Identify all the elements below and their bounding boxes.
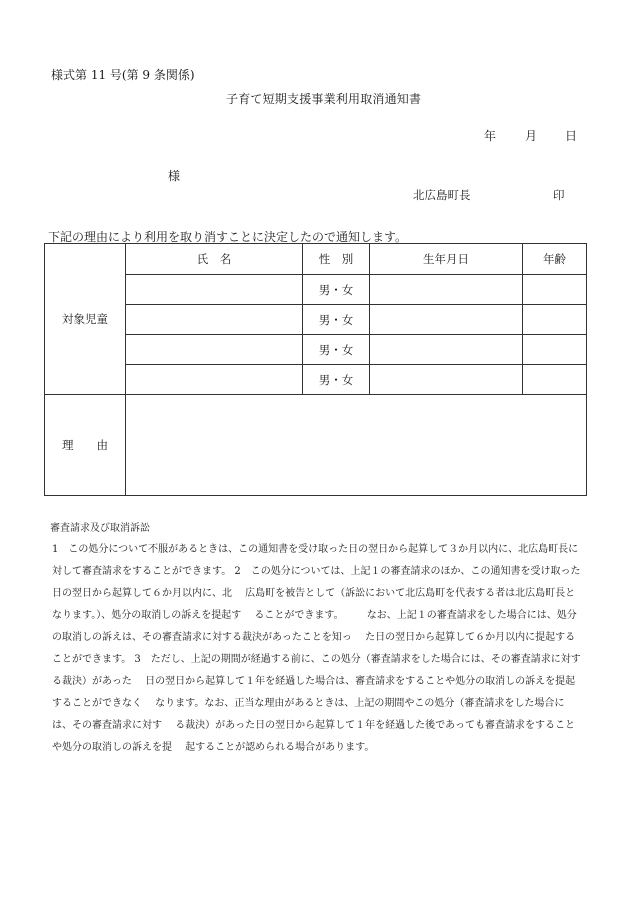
target-child-table: [44, 243, 587, 496]
table-row: [45, 335, 587, 365]
birthdate-cell[interactable]: [370, 365, 523, 395]
date-year: 年: [484, 129, 497, 143]
birthdate-cell[interactable]: [370, 305, 523, 335]
table-row: [45, 365, 587, 395]
name-cell[interactable]: [126, 335, 303, 365]
name-cell[interactable]: [126, 305, 303, 335]
note-line: 起することが認められる場合があります。: [175, 742, 375, 753]
appeal-notes: [52, 539, 592, 759]
age-cell[interactable]: [523, 335, 587, 365]
target-child-label: 対象児童: [45, 244, 126, 395]
column-sex-header: 性 別: [303, 244, 370, 275]
name-cell[interactable]: [126, 275, 303, 305]
addressee-suffix: 様: [168, 169, 181, 183]
form-number: 様式第 11 号(第 9 条関係): [51, 68, 195, 82]
date-line: [484, 127, 577, 144]
age-cell[interactable]: [523, 275, 587, 305]
note-line: 広島町を被告として（訴訟において北広島町を代表する者は北広島町長となります。）、処分の取消しの訴えを提起す: [52, 588, 576, 621]
birthdate-cell[interactable]: [370, 335, 523, 365]
note-line: ることができます。: [244, 610, 344, 621]
table-header-row: [45, 244, 587, 275]
seal-mark: 印: [553, 188, 565, 202]
note-line: 3 ただし、上記の期間が経過する前に、この処分（審査請求をした場合には、その審査請求に対する裁決）があった: [52, 654, 581, 687]
column-birthdate-header: 生年月日: [370, 244, 523, 275]
note-line: 日の翌日から起算して１年を経過した場合は、審査請求をすることや処分の取消しの訴えを提起することができなく: [52, 676, 576, 709]
sex-cell: 男・女: [303, 335, 370, 365]
appeal-section-heading: 審査請求及び取消訴訟: [50, 523, 150, 534]
intro-text: 下記の理由により利用を取り消すことに決定したので通知します。: [48, 230, 408, 244]
table-row: [45, 305, 587, 335]
note-line: なお、上記１の審査請求をした場合には、処分の取消しの訴えは、その審査請求に対する裁決があったことを知っ: [52, 610, 577, 643]
column-name-header: 氏 名: [126, 244, 303, 275]
note-line: なります。なお、正当な理由があるときは、上記の期間やこの処分（審査請求をした場合には、その審査請求に対す: [52, 698, 565, 731]
date-month: 月: [525, 129, 538, 143]
reason-row: [45, 395, 587, 496]
date-day: 日: [565, 129, 578, 143]
sex-cell: 男・女: [303, 305, 370, 335]
name-cell[interactable]: [126, 365, 303, 395]
sex-cell: 男・女: [303, 275, 370, 305]
note-line: 1 この処分について不服があるときは、この通知書を受け取った日の翌日から起算して３か月以内に、北広島町長に: [52, 544, 579, 555]
table-row: [45, 275, 587, 305]
reason-field[interactable]: [126, 395, 587, 496]
note-line: 対して審査請求をすることができます。: [52, 544, 592, 577]
birthdate-cell[interactable]: [370, 275, 523, 305]
document-title: 子育て短期支援事業利用取消通知書: [226, 92, 422, 106]
note-line: た日の翌日から起算して６か月以内に提起することができます。: [52, 632, 576, 665]
issuer-name: 北広島町長: [413, 188, 471, 202]
note-line: る裁決）があった日の翌日から起算して１年を経過した後であっても審査請求をすることや処分の取消しの訴えを提: [52, 720, 575, 753]
reason-label: 理 由: [45, 395, 126, 496]
note-line: 2 この処分については、上記１の審査請求のほか、この通知書を受け取った日の翌日から起算して６か月以内に、北: [52, 566, 581, 599]
column-age-header: 年齢: [523, 244, 587, 275]
age-cell[interactable]: [523, 305, 587, 335]
sex-cell: 男・女: [303, 365, 370, 395]
age-cell[interactable]: [523, 365, 587, 395]
